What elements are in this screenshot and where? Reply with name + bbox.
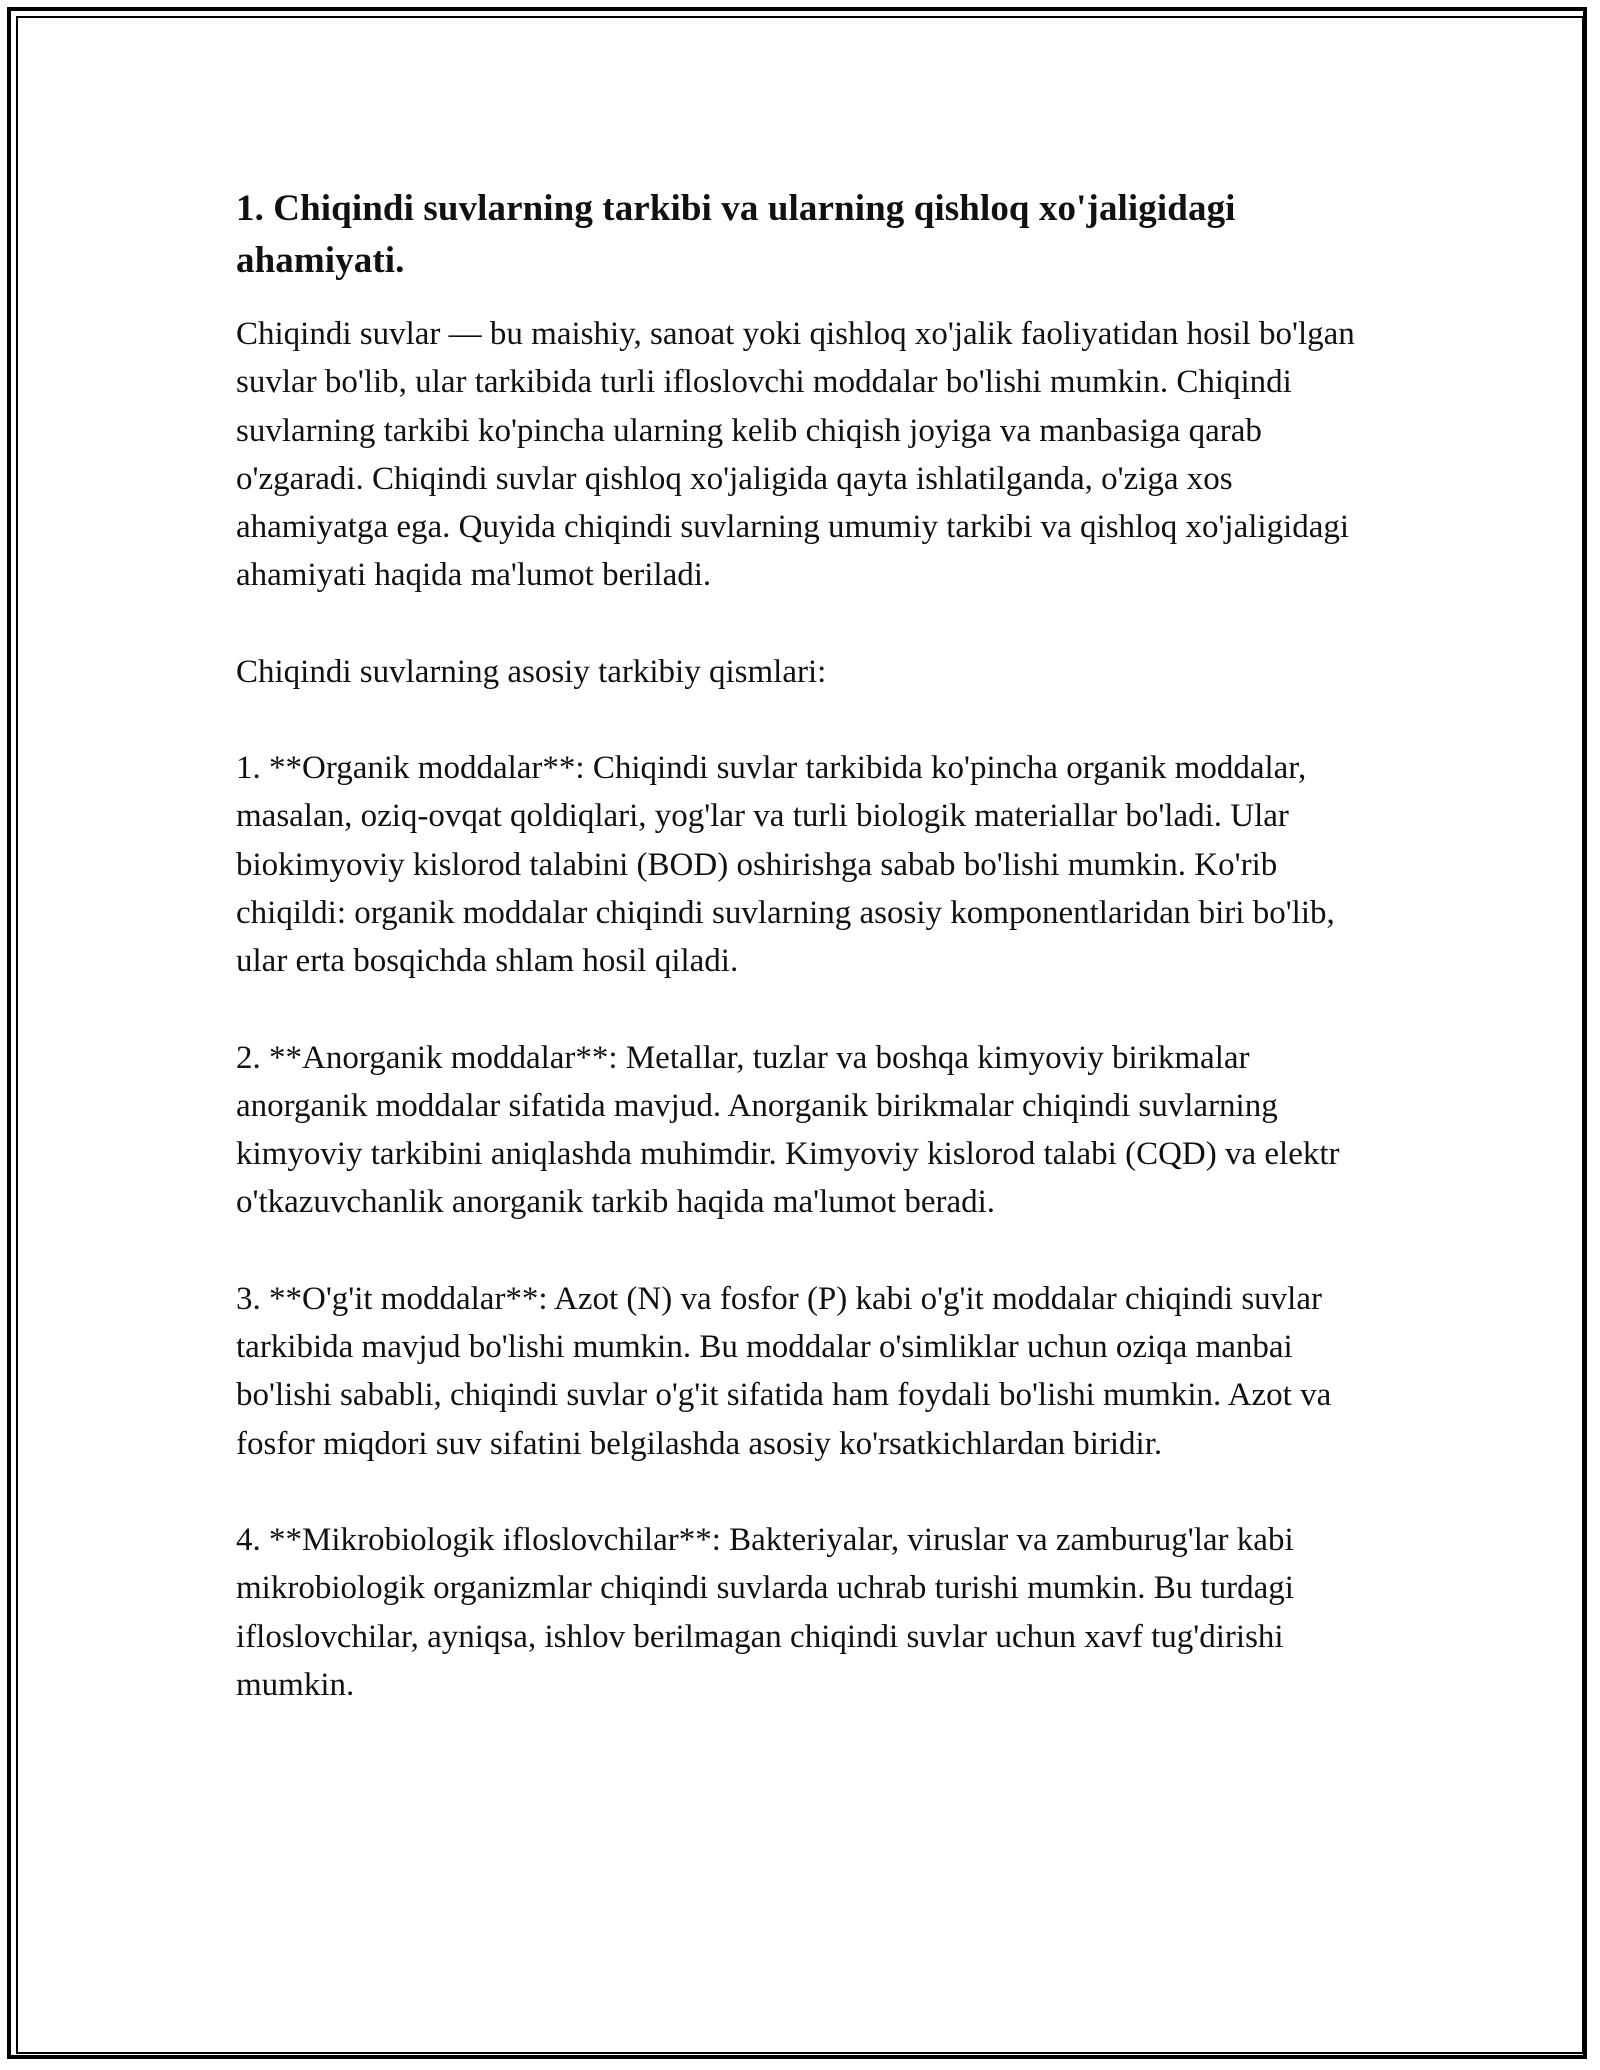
spacer bbox=[236, 1227, 1376, 1275]
section-heading: 1. Chiqindi suvlarning tarkibi va ularning qishloq xo'jaligidagi ahamiyati. bbox=[236, 188, 1236, 281]
spacer bbox=[236, 1468, 1376, 1516]
list-item-inorganic: 2. **Anorganik moddalar**: Metallar, tuzlar va boshqa kimyoviy birikmalar anorganik moddalar sifatida mavjud. Anorganik birikmalar chiqindi suvlarning kimyoviy tarkibini aniqlashda muhimdir. Kimyoviy kislorod talabi (CQD) va elektr o'tkazuvchanlik anorganik tarkib haqida ma'lumot beradi. bbox=[236, 1039, 1340, 1221]
spacer bbox=[236, 287, 1376, 310]
spacer bbox=[236, 600, 1376, 648]
list-item-organic: 1. **Organik moddalar**: Chiqindi suvlar tarkibida ko'pincha organik moddalar, masalan, oziq-ovqat qoldiqlari, yog'lar va turli biologik materiallar bo'ladi. Ular biokimyoviy kislorod talabini (BOD) oshirishga sabab bo'lishi mumkin. Ko'rib chiqildi: organik moddalar chiqindi suvlarning asosiy komponentlaridan biri bo'lib, ular erta bosqichda shlam hosil qiladi. bbox=[236, 750, 1335, 980]
components-subheading: Chiqindi suvlarning asosiy tarkibiy qismlari: bbox=[236, 653, 827, 690]
document-body bbox=[236, 183, 1376, 1709]
list-item-fertilizer: 3. **O'g'it moddalar**: Azot (N) va fosfor (P) kabi o'g'it moddalar chiqindi suvlar tarkibida mavjud bo'lishi mumkin. Bu moddalar o'simliklar uchun oziqa manbai bo'lishi sababli, chiqindi suvlar o'g'it sifatida ham foydali bo'lishi mumkin. Azot va fosfor miqdori suv sifatini belgilashda asosiy ko'rsatkichlardan biridir. bbox=[236, 1280, 1332, 1462]
intro-paragraph: Chiqindi suvlar — bu maishiy, sanoat yoki qishloq xo'jalik faoliyatidan hosil bo'lgan suvlar bo'lib, ular tarkibida turli ifloslovchi moddalar bo'lishi mumkin. Chiqindi suvlarning tarkibi ko'pincha ularning kelib chiqish joyiga va manbasiga qarab o'zgaradi. Chiqindi suvlar qishloq xo'jaligida qayta ishlatilganda, o'ziga xos ahamiyatga ega. Quyida chiqindi suvlarning umumiy tarkibi va qishloq xo'jaligidagi ahamiyati haqida ma'lumot beriladi. bbox=[236, 316, 1355, 594]
list-item-microbiological: 4. **Mikrobiologik ifloslovchilar**: Bakteriyalar, viruslar va zamburug'lar kabi mikrobiologik organizmlar chiqindi suvlarda uchrab turishi mumkin. Bu turdagi ifloslovchilar, ayniqsa, ishlov berilmagan chiqindi suvlar uchun xavf tug'dirishi mumkin. bbox=[236, 1521, 1294, 1703]
spacer bbox=[236, 696, 1376, 744]
spacer bbox=[236, 986, 1376, 1034]
